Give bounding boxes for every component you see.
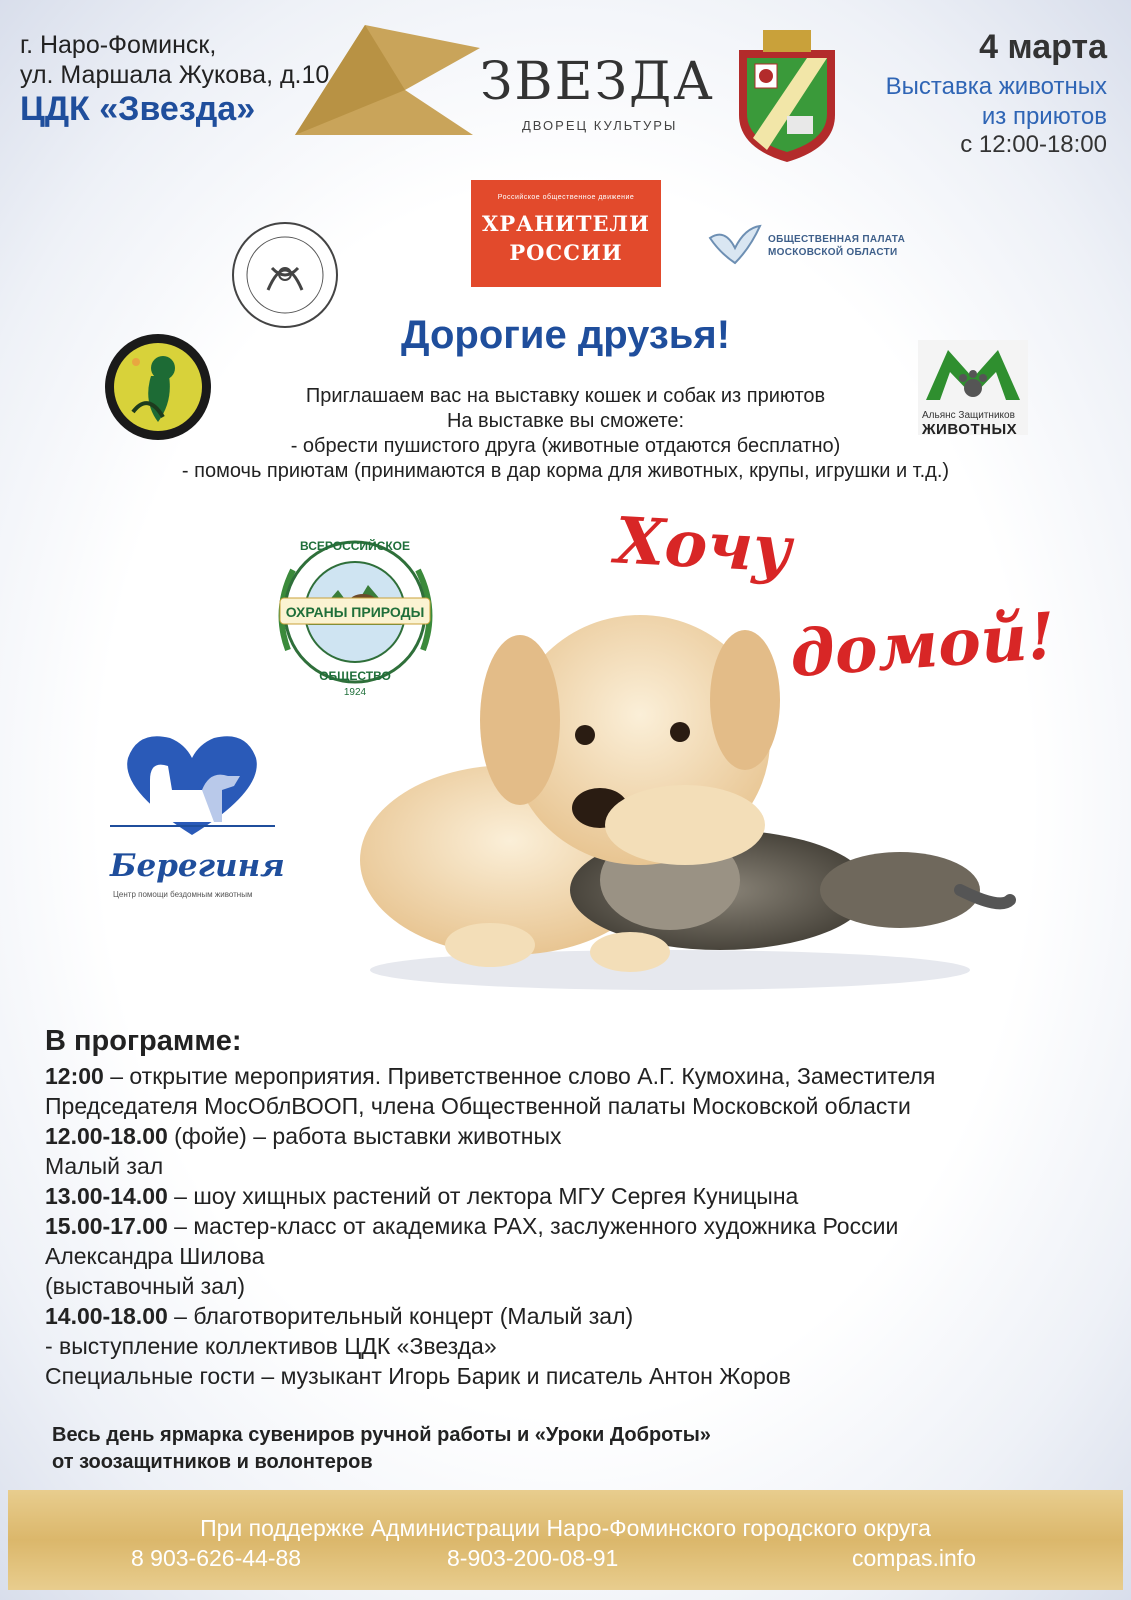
- slogan-line2: домой!: [787, 598, 1058, 693]
- slogan-line1: Хочу: [613, 503, 794, 588]
- public-chamber-dove-icon: [705, 218, 765, 268]
- phone-number-2[interactable]: 8-903-200-08-91: [447, 1545, 619, 1571]
- public-chamber-line2: МОСКОВСКОЙ ОБЛАСТИ: [768, 247, 898, 258]
- program-item: [45, 1091, 1105, 1121]
- bereginya-name: Берегиня: [110, 848, 285, 884]
- heart-cat-dog-logo-icon: [110, 730, 275, 840]
- svg-text:1924: 1924: [343, 687, 367, 698]
- address-city: г. Наро-Фоминск,: [20, 31, 217, 59]
- khraniteli-rossii-logo: [471, 180, 661, 287]
- program-item: [45, 1151, 1105, 1181]
- khraniteli-caption: Российское общественное движение: [497, 194, 635, 201]
- event-date: 4 марта: [979, 28, 1107, 66]
- program-item-text: – шоу хищных растений от лектора МГУ Сергея Куницына: [167, 1183, 799, 1209]
- program-item-time: 13.00-14.00: [45, 1183, 168, 1209]
- puppy-and-kitten-photo: [340, 560, 1040, 1000]
- animal-alliance-line1: Альянс Защитников: [922, 410, 1015, 421]
- khraniteli-line2: РОССИИ: [509, 240, 623, 265]
- invitation-text: [0, 384, 1131, 484]
- program-item-text: Малый зал: [45, 1153, 164, 1179]
- support-text: При поддержке Администрации Наро-Фоминского городского округа: [200, 1515, 931, 1541]
- program-item-time: 15.00-17.00: [45, 1213, 168, 1239]
- event-title-line2: из приютов: [981, 103, 1107, 130]
- program-item: [45, 1271, 1105, 1301]
- public-chamber-line1: ОБЩЕСТВЕННАЯ ПАЛАТА: [768, 234, 906, 245]
- website-link[interactable]: compas.info: [852, 1545, 977, 1571]
- program-item-time: 12:00: [45, 1063, 104, 1089]
- program-item-text: - выступление коллективов ЦДК «Звезда»: [45, 1333, 497, 1359]
- zvezda-logo-subtitle: ДВОРЕЦ КУЛЬТУРЫ: [522, 118, 678, 133]
- invitation-line: - помочь приютам (принимаются в дар корма для животных, крупы, игрушки и т.д.): [181, 460, 950, 482]
- phone-number-1[interactable]: 8 903-626-44-88: [131, 1545, 302, 1571]
- invitation-line: - обрести пушистого друга (животные отдаются бесплатно): [290, 435, 841, 457]
- program-item: [45, 1211, 1105, 1241]
- fair-note: [52, 1422, 711, 1476]
- address: [20, 30, 329, 90]
- program-item-time: 14.00-18.00: [45, 1303, 168, 1329]
- program-item: [45, 1121, 1105, 1151]
- invitation-line: Приглашаем вас на выставку кошек и собак из приютов: [305, 385, 826, 407]
- fair-note-line2: от зоозащитников и волонтеров: [52, 1451, 373, 1473]
- program-item: [45, 1181, 1105, 1211]
- svg-text:ОХРАНЫ ПРИРОДЫ: ОХРАНЫ ПРИРОДЫ: [285, 604, 425, 620]
- program-item-time: 12.00-18.00: [45, 1123, 168, 1149]
- zvezda-star-icon: [295, 20, 485, 140]
- program-item: [45, 1061, 1105, 1091]
- public-chamber-text: [768, 233, 905, 259]
- program-item-text: Председателя МосОблВООП, члена Общественной палаты Московской области: [45, 1093, 911, 1119]
- program-item-text: – открытие мероприятия. Приветственное слово А.Г. Кумохина, Заместителя: [103, 1063, 936, 1089]
- program-item-text: – мастер-класс от академика РАХ, заслуженного художника России: [167, 1213, 899, 1239]
- bereginya-subtitle: Центр помощи бездомным животным: [113, 890, 253, 899]
- event-title: [787, 72, 1107, 132]
- program-item: [45, 1331, 1105, 1361]
- fair-note-line1: Весь день ярмарка сувениров ручной работы и «Уроки Доброты»: [52, 1424, 711, 1446]
- zvezda-logo-name: ЗВЕЗДА: [480, 52, 715, 112]
- program-item-text: (выставочный зал): [45, 1273, 246, 1299]
- program-list: [45, 1061, 1105, 1391]
- program-item: [45, 1301, 1105, 1331]
- svg-text:ВСЕРОССИЙСКОЕ: ВСЕРОССИЙСКОЕ: [300, 539, 410, 553]
- animal-alliance-line2: ЖИВОТНЫХ: [922, 421, 1018, 438]
- program-item-text: Александра Шилова: [45, 1243, 265, 1269]
- greeting-title: Дорогие друзья!: [400, 313, 731, 357]
- svg-text:ОБЩЕСТВО: ОБЩЕСТВО: [319, 669, 391, 683]
- event-time: с 12:00-18:00: [960, 131, 1107, 158]
- program-item: [45, 1361, 1105, 1391]
- program-item-text: Специальные гости – музыкант Игорь Барик и писатель Антон Жоров: [45, 1363, 791, 1389]
- program-item-text: – благотворительный концерт (Малый зал): [167, 1303, 634, 1329]
- event-title-line1: Выставка животных: [885, 73, 1107, 100]
- venue-name: ЦДК «Звезда»: [20, 90, 256, 128]
- khraniteli-line1: ХРАНИТЕЛИ: [482, 211, 650, 236]
- invitation-line: На выставке вы сможете:: [446, 410, 685, 432]
- program-title: В программе:: [45, 1025, 242, 1057]
- program-item: [45, 1241, 1105, 1271]
- address-street: ул. Маршала Жукова, д.10: [20, 61, 330, 89]
- program-item-text: (фойе) – работа выставки животных: [167, 1123, 562, 1149]
